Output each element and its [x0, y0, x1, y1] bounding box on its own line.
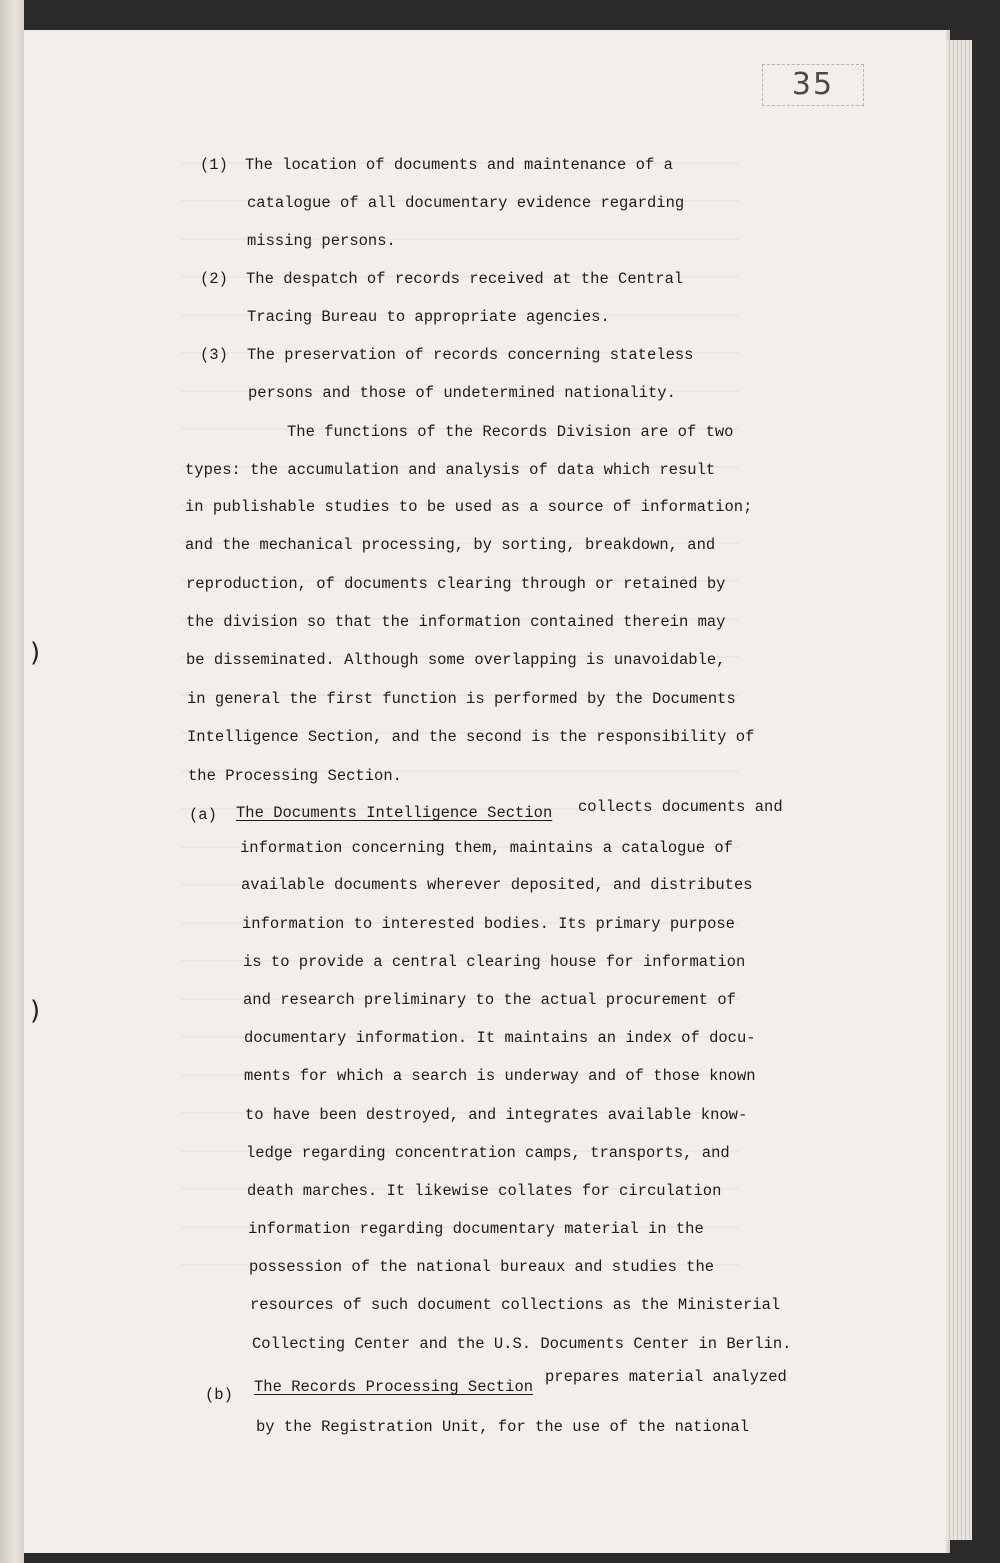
section-marker: (a)	[189, 806, 217, 824]
text-line: The preservation of records concerning stateless	[247, 346, 694, 364]
paragraph-line: in publishable studies to be used as a source of information;	[185, 498, 753, 516]
text-line: by the Registration Unit, for the use of the national	[256, 1418, 749, 1436]
facing-page-edge	[0, 0, 24, 1563]
text-line: ments for which a search is underway and of those known	[244, 1067, 756, 1085]
item-marker: (2)	[200, 270, 228, 288]
text-line: The location of documents and maintenance of a	[245, 156, 673, 174]
paragraph-line: Intelligence Section, and the second is the responsibility of	[187, 728, 755, 746]
text-line: collects documents and	[578, 798, 783, 816]
text-line: The despatch of records received at the Central	[246, 270, 684, 288]
text-line: persons and those of undetermined nationality.	[248, 384, 676, 402]
page-stack-edges	[946, 40, 972, 1540]
text-line: and research preliminary to the actual procurement of	[243, 991, 736, 1009]
item-marker: (3)	[200, 346, 228, 364]
paragraph-line: the division so that the information contained therein may	[186, 613, 726, 631]
text-line: information concerning them, maintains a catalogue of	[240, 839, 733, 857]
text-line: Tracing Bureau to appropriate agencies.	[247, 308, 610, 326]
margin-bracket-mark: )	[30, 638, 41, 668]
text-line: catalogue of all documentary evidence regarding	[247, 194, 685, 212]
paragraph-line: in general the first function is performed by the Documents	[187, 690, 736, 708]
text-line: ledge regarding concentration camps, transports, and	[246, 1144, 730, 1162]
section-title: The Records Processing Section	[254, 1378, 534, 1396]
text-line: death marches. It likewise collates for circulation	[247, 1182, 722, 1200]
paragraph-line: reproduction, of documents clearing through or retained by	[186, 575, 726, 593]
section-title: The Documents Intelligence Section	[236, 804, 553, 822]
paragraph-line: be disseminated. Although some overlapping is unavoidable,	[186, 651, 726, 669]
text-line: prepares material analyzed	[545, 1368, 787, 1386]
text-line: missing persons.	[247, 232, 396, 250]
text-line: to have been destroyed, and integrates available know-	[245, 1106, 748, 1124]
text-line: available documents wherever deposited, and distributes	[241, 876, 753, 894]
text-line: is to provide a central clearing house for information	[243, 953, 746, 971]
text-line: documentary information. It maintains an index of docu-	[244, 1029, 756, 1047]
text-line: Collecting Center and the U.S. Documents Center in Berlin.	[252, 1335, 792, 1353]
paragraph-line: The functions of the Records Division are of two	[287, 423, 734, 441]
paragraph-line: the Processing Section.	[188, 767, 402, 785]
text-line: resources of such document collections as the Ministerial	[250, 1296, 781, 1314]
text-line: information to interested bodies. Its primary purpose	[242, 915, 735, 933]
page-number: 35	[762, 64, 864, 106]
paragraph-line: types: the accumulation and analysis of data which result	[185, 461, 716, 479]
section-marker: (b)	[205, 1386, 233, 1404]
margin-bracket-mark: )	[30, 996, 41, 1026]
text-line: information regarding documentary material in the	[248, 1220, 704, 1238]
item-marker: (1)	[200, 156, 228, 174]
paragraph-line: and the mechanical processing, by sorting, breakdown, and	[185, 536, 716, 554]
text-line: possession of the national bureaux and studies the	[249, 1258, 715, 1276]
